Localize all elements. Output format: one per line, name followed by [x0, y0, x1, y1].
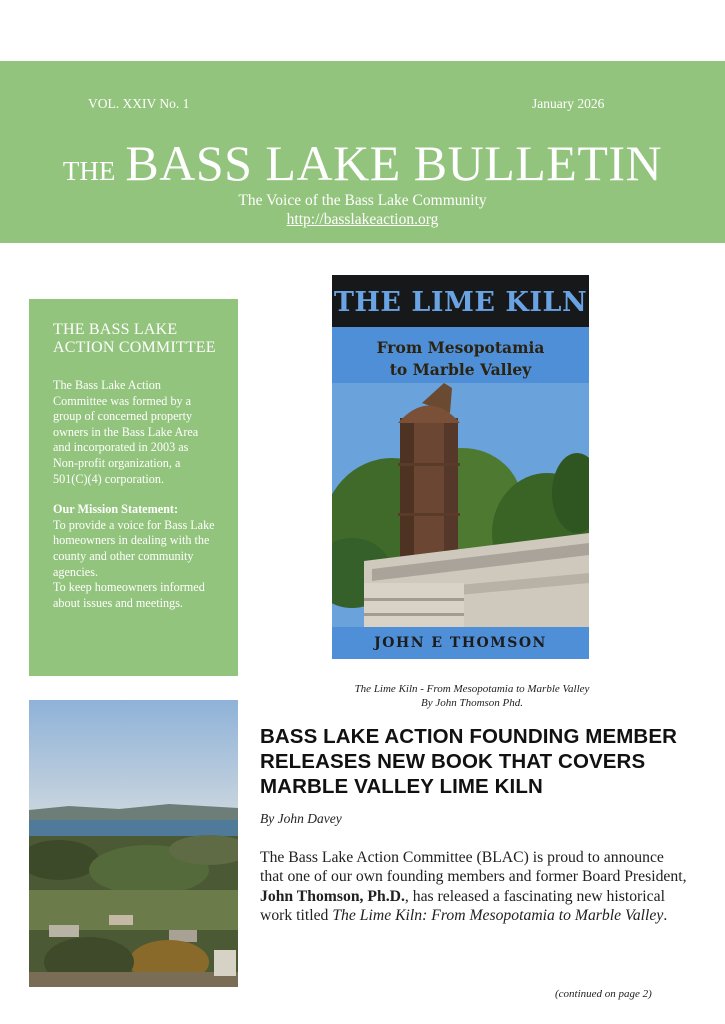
article-headline: BASS LAKE ACTION FOUNDING MEMBER RELEASES NEW BOOK THAT COVERS MARBLE VALLEY LIME KILN [260, 725, 677, 798]
tagline: The Voice of the Bass Lake Community [238, 192, 487, 209]
cover-title: THE LIME KILN [333, 287, 588, 318]
volume-number: VOL. XXIV No. 1 [88, 96, 190, 111]
author-name: John Thomson, Ph.D. [260, 887, 405, 905]
cover-subtitle-line1: From Mesopotamia [376, 338, 545, 357]
body-text-1: The Bass Lake Action Committee (BLAC) is proud to announce that one of our own founding members and former Board President, [260, 849, 687, 886]
mission-title: Our Mission Statement: [53, 502, 179, 517]
article-byline: By John Davey [260, 811, 342, 826]
website-link-wrap [0, 211, 725, 229]
sidebar-heading-line1: THE BASS LAKE [53, 321, 178, 338]
sidebar-heading [53, 321, 216, 357]
book-cover [332, 275, 589, 659]
title-main: BASS LAKE BULLETIN [125, 135, 663, 191]
mission-item-2: To keep homeowners informed about issues and meetings. [53, 580, 205, 610]
caption-author: By John Thomson Phd. [420, 697, 524, 709]
bass-lake-landscape-photo [29, 700, 238, 987]
cover-subtitle [332, 337, 589, 381]
book-title-inline: The Lime Kiln: From Mesopotamia to Marble Valley [332, 907, 664, 925]
sidebar-about: The Bass Lake Action Committee was formed by a group of concerned property owners in the Bass Lake Area and incorporated in 2003 as Non-profit organization, a 501(C)(4) corporation. [53, 378, 199, 486]
continued-note: (continued on page 2) [555, 988, 652, 1000]
newsletter-title [0, 134, 725, 192]
committee-sidebar [29, 299, 238, 676]
cover-author: JOHN E THOMSON [374, 635, 547, 651]
sidebar-heading-line2: ACTION COMMITTEE [53, 339, 216, 356]
masthead [0, 61, 725, 243]
mission-item-1: To provide a voice for Bass Lake homeowners in dealing with the county and other community agencies. [53, 517, 215, 579]
article-body [260, 848, 690, 926]
cover-subtitle-line2: to Marble Valley [389, 360, 532, 379]
cover-caption [260, 682, 684, 710]
issue-date: January 2026 [532, 96, 605, 111]
body-text-2: , has released a fascinating new historical work titled [260, 887, 665, 925]
caption-title: The Lime Kiln - From Mesopotamia to Marble Valley [354, 683, 590, 695]
body-text-end: . [663, 907, 668, 925]
website-link[interactable]: http://basslakeaction.org [286, 211, 439, 228]
title-prefix: THE [62, 156, 116, 186]
lime-kiln-photo [332, 383, 589, 627]
